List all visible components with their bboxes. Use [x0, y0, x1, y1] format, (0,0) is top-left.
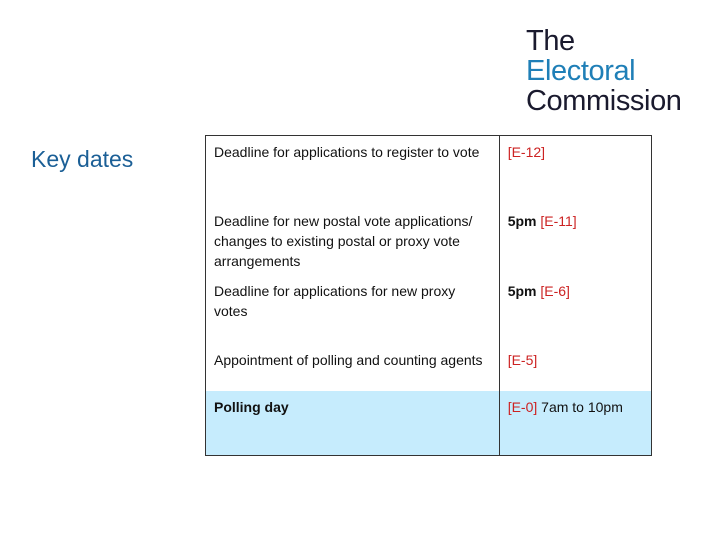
page-title: Key dates [31, 146, 134, 172]
table-row [206, 205, 652, 275]
date-cell [499, 391, 651, 456]
date-cell [499, 344, 651, 391]
date-code: [E-5] [507, 352, 538, 368]
event-cell: Deadline for applications to register to vote [206, 136, 500, 206]
date-cell [499, 275, 651, 344]
event-cell: Polling day [206, 391, 500, 456]
table-row-polling-day [206, 391, 652, 456]
date-time: 5pm [507, 213, 537, 229]
date-code: [E-11] [540, 213, 577, 229]
date-cell [499, 136, 651, 206]
event-cell: Deadline for new postal vote applications/ changes to existing postal or proxy vote arrangements [206, 205, 500, 275]
table-row [206, 136, 652, 206]
event-cell: Appointment of polling and counting agents [206, 344, 500, 391]
table-row [206, 275, 652, 344]
logo-line-commission: Commission [526, 85, 682, 117]
event-cell: Deadline for applications for new proxy votes [206, 275, 500, 344]
table-row [206, 344, 652, 391]
date-hours: 7am to 10pm [541, 399, 623, 415]
date-cell [499, 205, 651, 275]
date-code: [E-12] [507, 144, 546, 160]
date-time: 5pm [507, 283, 537, 299]
key-dates-table [205, 135, 652, 456]
electoral-commission-logo [526, 26, 682, 116]
date-code: [E-0] [507, 399, 538, 415]
date-code: [E-6] [540, 283, 570, 299]
logo-line-electoral: Electoral [526, 55, 636, 87]
logo-line-the: The [526, 25, 575, 57]
